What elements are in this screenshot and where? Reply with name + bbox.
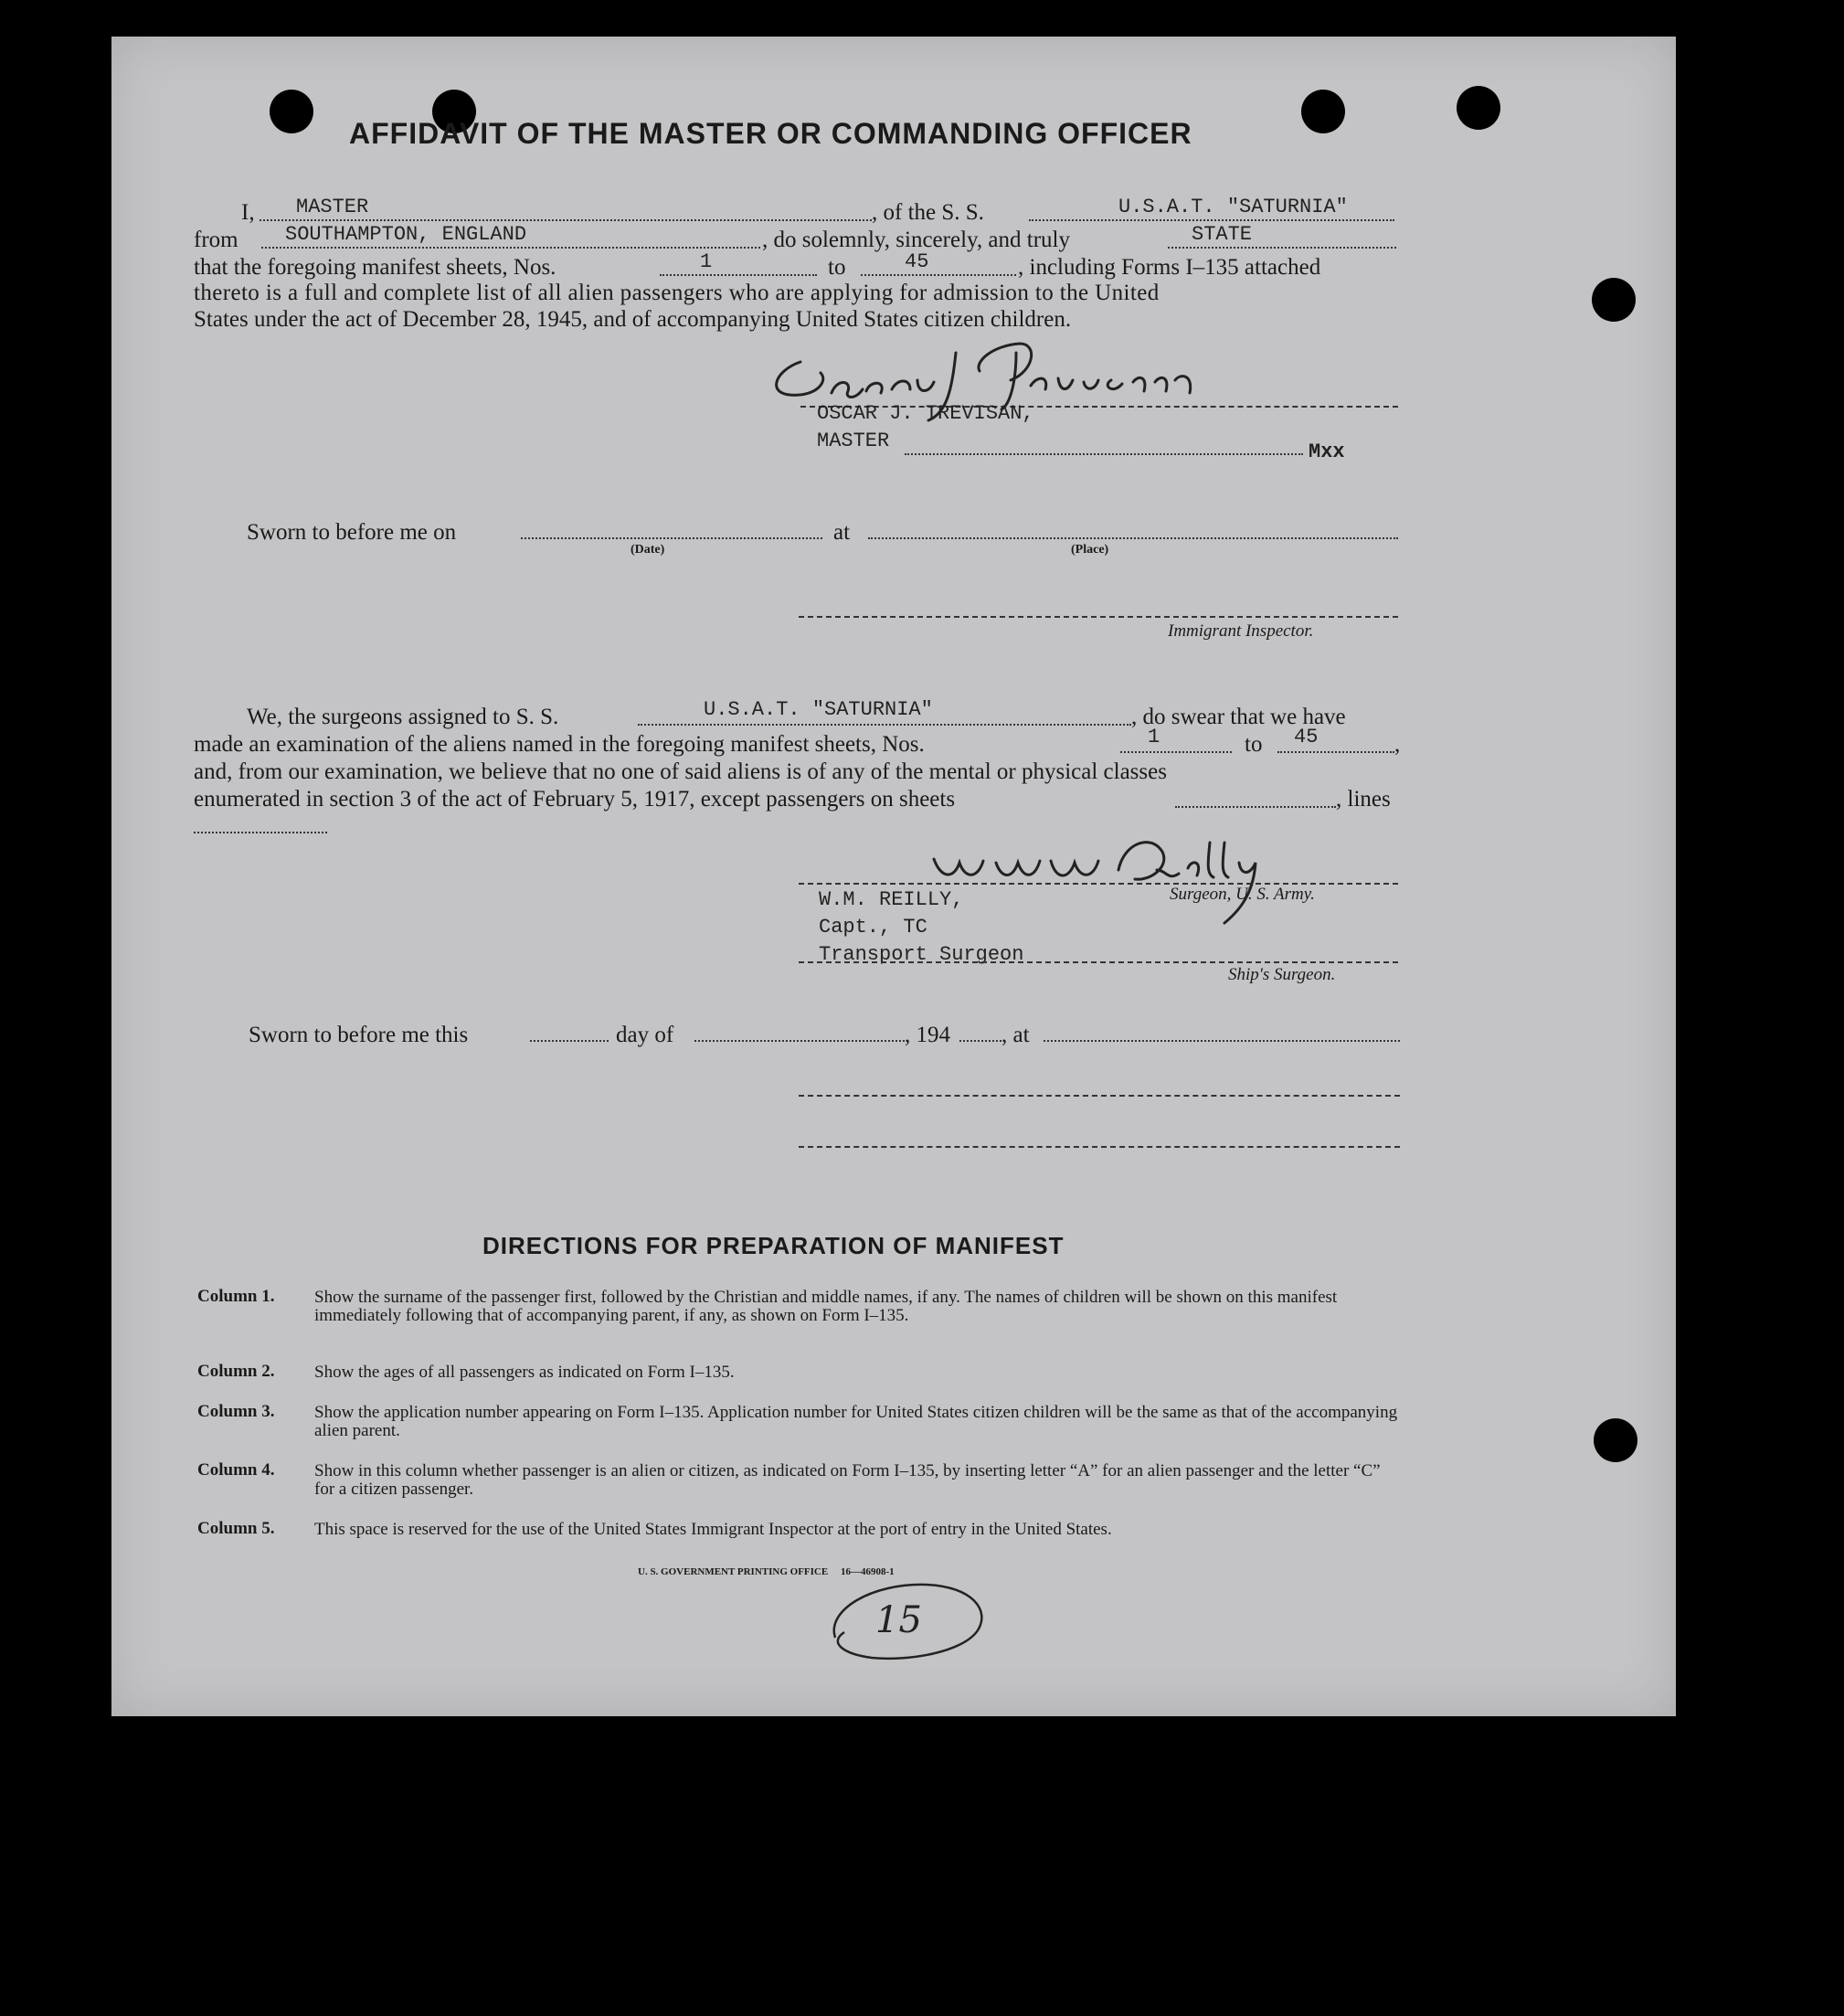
inspector-line xyxy=(799,1146,1400,1148)
text-line4: thereto is a full and complete list of all alien passengers who are applying for admission to the United xyxy=(194,281,1160,305)
sworn2-year: , 194 xyxy=(905,1023,950,1047)
sworn2-day-of: day of xyxy=(616,1023,674,1047)
surgeon-role: Transport Surgeon xyxy=(819,943,1024,966)
surgeon-signature xyxy=(923,815,1352,934)
text-line5: States under the act of December 28, 1945, and of accompanying United States citizen children. xyxy=(194,307,1072,332)
inspector-label: Immigrant Inspector. xyxy=(1168,621,1314,641)
sheet-no-to: 45 xyxy=(905,250,929,273)
text-line3: and, from our examination, we believe that no one of said aliens is of any of the mental or physical classes xyxy=(194,759,1167,784)
dir-label-1: Column 1. xyxy=(197,1287,275,1306)
ship-surgeon-label: Ship's Surgeon. xyxy=(1228,965,1336,984)
from-field: SOUTHAMPTON, ENGLAND xyxy=(285,223,527,246)
date-line xyxy=(521,537,822,539)
army-label: Surgeon, U. S. Army. xyxy=(1170,885,1315,904)
master-title: MASTER xyxy=(817,430,890,452)
state-field: STATE xyxy=(1192,223,1253,246)
text-lines: , lines xyxy=(1336,787,1391,812)
punch-hole xyxy=(1594,1418,1637,1462)
text-solemnly: , do solemnly, sincerely, and truly xyxy=(762,228,1070,252)
text-i: I, xyxy=(241,200,255,225)
surgeon-rank: Capt., TC xyxy=(819,916,927,939)
sworn-text: Sworn to before me on xyxy=(247,520,457,545)
fill-line xyxy=(1029,219,1394,221)
printer-line: U. S. GOVERNMENT PRINTING OFFICE 16—46908-1 xyxy=(638,1566,895,1577)
fill-line xyxy=(638,724,1131,726)
year-line xyxy=(959,1040,1001,1042)
punch-hole xyxy=(1457,86,1500,130)
dir-label-4: Column 4. xyxy=(197,1460,275,1480)
master-suffix: Mxx xyxy=(1309,440,1345,463)
month-line xyxy=(694,1040,905,1042)
comma: , xyxy=(1394,732,1401,757)
text-we: We, the surgeons assigned to S. S. xyxy=(247,705,559,729)
page-title: AFFIDAVIT OF THE MASTER OR COMMANDING OFFICER xyxy=(349,117,1192,150)
fill-line xyxy=(1175,806,1336,808)
inspector-line xyxy=(799,1095,1400,1097)
fill-line xyxy=(1277,751,1394,753)
surgeon-ship-field: U.S.A.T. "SATURNIA" xyxy=(704,698,933,721)
signature-line xyxy=(799,961,1398,963)
fill-line xyxy=(194,832,327,833)
place-label: (Place) xyxy=(1071,543,1109,557)
master-name: OSCAR J. TREVISAN, xyxy=(817,402,1034,425)
text-made: made an examination of the aliens named in the foregoing manifest sheets, Nos. xyxy=(194,732,925,757)
sworn2-text: Sworn to before me this xyxy=(249,1023,469,1047)
punch-hole xyxy=(1301,90,1345,133)
dir-label-2: Column 2. xyxy=(197,1362,275,1381)
dir-text-3: Show the application number appearing on Form I–135. Application number for United States citizen children will be the same as that of the accompanying alien parent. xyxy=(314,1403,1398,1440)
fill-line xyxy=(261,247,760,249)
text-swear: , do swear that we have xyxy=(1131,705,1346,729)
surgeon-name: W.M. REILLY, xyxy=(819,888,964,911)
inspector-line xyxy=(799,616,1398,618)
text-to-2: to xyxy=(1245,732,1263,757)
sworn2-at: , at xyxy=(1001,1023,1030,1047)
place-line xyxy=(868,537,1398,539)
text-of-ss: , of the S. S. xyxy=(872,200,984,225)
dir-label-3: Column 3. xyxy=(197,1402,275,1421)
ship-field: U.S.A.T. "SATURNIA" xyxy=(1118,196,1348,218)
fill-line xyxy=(660,274,817,276)
fill-line xyxy=(905,453,1303,455)
punch-hole xyxy=(270,90,313,133)
directions-title: DIRECTIONS FOR PREPARATION OF MANIFEST xyxy=(482,1232,1065,1259)
text-to: to xyxy=(828,255,846,280)
date-label: (Date) xyxy=(631,543,665,557)
text-enum: enumerated in section 3 of the act of February 5, 1917, except passengers on sheets xyxy=(194,787,956,812)
fill-line xyxy=(861,274,1016,276)
dir-text-5: This space is reserved for the use of the United States Immigrant Inspector at the port of entry in the United States. xyxy=(314,1520,1112,1539)
day-line xyxy=(530,1040,609,1042)
sworn-at: at xyxy=(833,520,851,545)
fill-line xyxy=(1120,751,1232,753)
text-that: that the foregoing manifest sheets, Nos. xyxy=(194,255,556,280)
dir-text-4: Show in this column whether passenger is an alien or citizen, as indicated on Form I–135, by inserting letter “A” for an alien passenger and the letter “C” for a citizen passenger. xyxy=(314,1461,1381,1499)
fill-line xyxy=(1168,247,1396,249)
surgeon-no-from: 1 xyxy=(1148,726,1160,748)
text-from: from xyxy=(194,228,238,252)
sheet-no-from: 1 xyxy=(700,250,713,273)
dir-text-2: Show the ages of all passengers as indicated on Form I–135. xyxy=(314,1363,735,1382)
place-line xyxy=(1044,1040,1400,1042)
page-mark: 15 xyxy=(875,1599,922,1641)
dir-text-1: Show the surname of the passenger first, followed by the Christian and middle names, if any. The names of children will be shown on this manifest immediately following that of accompanying parent, if any, as shown on Form I–135. xyxy=(314,1288,1338,1325)
surgeon-no-to: 45 xyxy=(1294,726,1319,748)
text-including: , including Forms I–135 attached xyxy=(1018,255,1321,280)
fill-line xyxy=(260,219,872,221)
dir-label-5: Column 5. xyxy=(197,1519,275,1538)
punch-hole xyxy=(1592,278,1636,322)
master-field: MASTER xyxy=(296,196,369,218)
